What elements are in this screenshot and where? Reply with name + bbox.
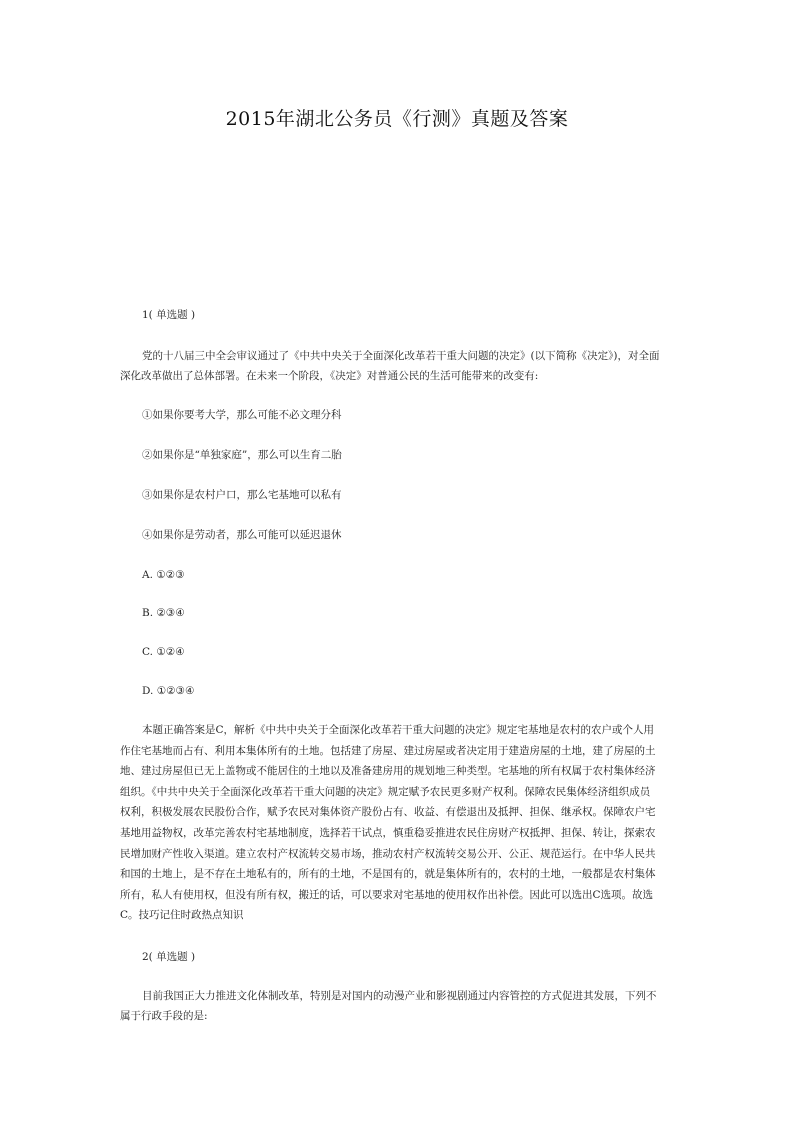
question-1-option-b[interactable]: B. ②③④ xyxy=(142,607,185,619)
question-1-stem: 党的十八届三中全会审议通过了《中共中央关于全面深化改革若干重大问题的决定》(以下简称《决定》)，对全面深化改革做出了总体部署。在未来一个阶段，《决定》对普通公民的生活可能带来的改变有: xyxy=(120,350,660,382)
question-1-statement-2: ②如果你是“单独家庭”，那么可以生育二胎 xyxy=(142,449,342,461)
document-title: 2015年湖北公务员《行测》真题及答案 xyxy=(225,108,569,130)
question-2-header: 2( 单选题 ) xyxy=(142,951,196,963)
question-1-statement-1: ①如果你要考大学，那么可能不必文理分科 xyxy=(142,409,342,421)
question-1-header: 1( 单选题 ) xyxy=(142,309,196,321)
question-1-statement-3: ③如果你是农村户口，那么宅基地可以私有 xyxy=(142,489,342,501)
question-1-answer: 本题正确答案是C，解析《中共中央关于全面深化改革若干重大问题的决定》规定宅基地是农村的农户或个人用作住宅基地而占有、利用本集体所有的土地。包括建了房屋、建过房屋或者决定用于建造房屋的土地，建了房屋的土地、建过房屋但已无上盖物或不能居住的土地以及准备建房用的规划地三种类型。宅基地的所有权属于农村集体经济组织。《中共中央关于全面深化改革若干重大问题的决定》规定赋予农民更多财产权利。保障农民集体经济组织成员权利，积极发展农民股份合作，赋予农民对集体资产股份占有、收益、有偿退出及抵押、担保、继承权。保障农户宅基地用益物权，改革完善农村宅基地制度，选择若干试点，慎重稳妥推进农民住房财产权抵押、担保、转让，探索农民增加财产性收入渠道。建立农村产权流转交易市场，推动农村产权流转交易公开、公正、规范运行。在中华人民共和国的土地上，是不存在土地私有的，所有的土地，不是国有的，就是集体所有的，农村的土地，一般都是农村集体所有，私人有使用权，但没有所有权，搬迁的话，可以要求对宅基地的使用权作出补偿。因此可以选出C选项。故选C。技巧记住时政热点知识 xyxy=(120,724,656,922)
question-1-option-d[interactable]: D. ①②③④ xyxy=(142,685,195,697)
question-1-statement-4: ④如果你是劳动者，那么可能可以延迟退休 xyxy=(142,529,342,541)
question-1-option-a[interactable]: A. ①②③ xyxy=(142,569,185,581)
question-2-stem: 目前我国正大力推进文化体制改革，特别是对国内的动漫产业和影视剧通过内容管控的方式促进其发展，下列不属于行政手段的是: xyxy=(120,990,657,1022)
question-1-option-c[interactable]: C. ①②④ xyxy=(142,646,185,658)
